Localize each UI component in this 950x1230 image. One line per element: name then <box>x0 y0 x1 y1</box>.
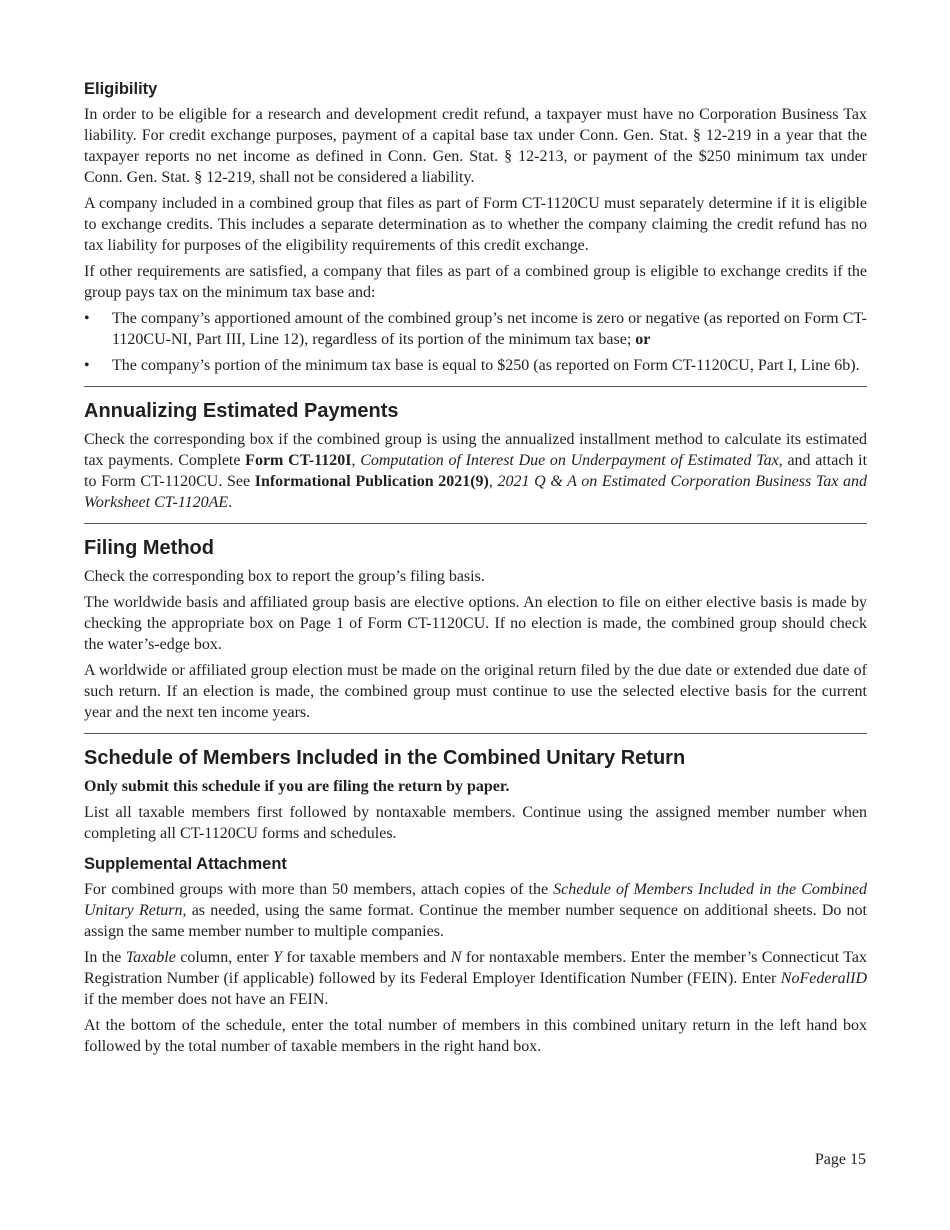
annualizing-text-2: , <box>351 452 361 469</box>
nofederalid-italic: NoFederalID <box>780 970 867 987</box>
taxable-italic: Taxable <box>125 949 176 966</box>
schedule-bold-note-text: Only submit this schedule if you are filing the return by paper. <box>84 778 510 795</box>
annualizing-heading: Annualizing Estimated Payments <box>84 400 399 422</box>
page-number: Page 15 <box>814 1151 866 1168</box>
annualizing-text-1: Check the corresponding box if the combined group is using the annualized installment method to calculate its estimated tax payments. Complete <box>84 431 867 469</box>
eligibility-section <box>84 78 867 376</box>
schedule-paragraph-1: List all taxable members first followed by nontaxable members. Continue using the assigned member number when completing all CT-1120CU forms and schedules. <box>84 804 867 842</box>
section-divider <box>84 733 867 734</box>
publication-ref: Informational Publication 2021(9) <box>254 473 489 490</box>
filing-method-heading: Filing Method <box>84 537 214 559</box>
schedule-section <box>84 745 867 1057</box>
supplemental-paragraph-3: At the bottom of the schedule, enter the total number of members in this combined unitary return in the left hand box followed by the total number of taxable members in the right hand box. <box>84 1017 867 1055</box>
taxable-text-2: column, enter <box>175 949 274 966</box>
eligibility-paragraph-1: In order to be eligible for a research and development credit refund, a taxpayer must have no Corporation Business Tax liability. For credit exchange purposes, payment of a capital base tax under Conn. Gen. Stat. § 12-219 in a year that the taxpayer reports no net income as defined in Conn. Gen. Stat. § 12-213, or payment of the $250 minimum tax under Conn. Gen. Stat. § 12-219, shall not be considered a liability. <box>84 106 867 186</box>
eligibility-bullet-1 <box>84 308 867 350</box>
filing-paragraph-1: Check the corresponding box to report the group’s filing basis. <box>84 568 485 585</box>
form-title-italic: Computation of Interest Due on Underpayment of Estimated Tax <box>360 452 779 469</box>
eligibility-paragraph-3: If other requirements are satisfied, a company that files as part of a combined group is eligible to exchange credits if the group pays tax on the minimum tax base and: <box>84 263 867 301</box>
taxable-text-1: In the <box>84 949 126 966</box>
taxable-text-4: for nontaxable members. Enter the member’s Connecticut Tax Registration Number (if applicable) followed by its Federal Employer Identification Number (FEIN). Enter <box>84 949 868 987</box>
eligibility-bullet-list <box>84 308 867 376</box>
bullet-marker: • <box>84 310 90 327</box>
annualizing-text-4: , <box>488 473 498 490</box>
section-divider <box>84 386 867 387</box>
bullet-marker: • <box>84 357 90 374</box>
y-italic: Y <box>273 949 282 966</box>
form-ct-1120i-ref: Form CT-1120I <box>245 452 352 469</box>
section-divider <box>84 523 867 524</box>
n-italic: N <box>450 949 462 966</box>
supplemental-paragraph-2 <box>84 947 867 1010</box>
document-page <box>84 78 867 1062</box>
eligibility-heading: Eligibility <box>84 80 158 98</box>
annualizing-section <box>84 398 867 513</box>
eligibility-bullet-2 <box>84 355 867 376</box>
filing-method-section <box>84 535 867 723</box>
schedule-title-italic: Schedule of Members Included in the Combined Unitary Return, <box>84 881 867 919</box>
taxable-text-3: for taxable members and <box>281 949 451 966</box>
filing-paragraph-3: A worldwide or affiliated group election must be made on the original return filed by the due date or extended due date of such return. If an election is made, the combined group must continue to use the selected elective basis for the current year and the next ten income years. <box>84 662 867 721</box>
supplemental-paragraph-1 <box>84 879 867 942</box>
annualizing-text-5: . <box>228 494 233 511</box>
bullet-1-text: The company’s apportioned amount of the combined group’s net income is zero or negative (as reported on Form CT-1120CU-NI, Part III, Line 12), regardless of its portion of the minimum tax base; <box>112 310 867 348</box>
eligibility-paragraph-2: A company included in a combined group that files as part of Form CT-1120CU must separately determine if it is eligible to exchange credits. This includes a separate determination as to whether the company claiming the credit refund has no tax liability for purposes of the eligibility requirements of this credit exchange. <box>84 195 867 254</box>
filing-paragraph-2: The worldwide basis and affiliated group basis are elective options. An election to file on either elective basis is made by checking the appropriate box on Page 1 of Form CT-1120CU. If no election is made, the combined group should check the water’s-edge box. <box>84 594 867 653</box>
supplemental-text-2: as needed, using the same format. Continue the member number sequence on additional sheets. Do not assign the same member number to multiple companies. <box>84 902 867 940</box>
annualizing-paragraph <box>84 429 867 513</box>
publication-title-italic: 2021 Q & A on Estimated Corporation Business Tax and Worksheet CT-1120AE <box>84 473 868 511</box>
taxable-text-5: if the member does not have an FEIN. <box>84 991 329 1008</box>
bullet-2-text: The company’s portion of the minimum tax base is equal to $250 (as reported on Form CT-1120CU, Part I, Line 6b). <box>112 357 860 374</box>
supplemental-heading: Supplemental Attachment <box>84 855 287 873</box>
bullet-1-bold-or: or <box>635 331 651 348</box>
supplemental-text-1: For combined groups with more than 50 members, attach copies of the <box>84 881 554 898</box>
annualizing-text-3: , and attach it to Form CT-1120CU. See <box>84 452 868 490</box>
schedule-heading: Schedule of Members Included in the Combined Unitary Return <box>84 747 686 769</box>
schedule-bold-note <box>84 776 867 797</box>
